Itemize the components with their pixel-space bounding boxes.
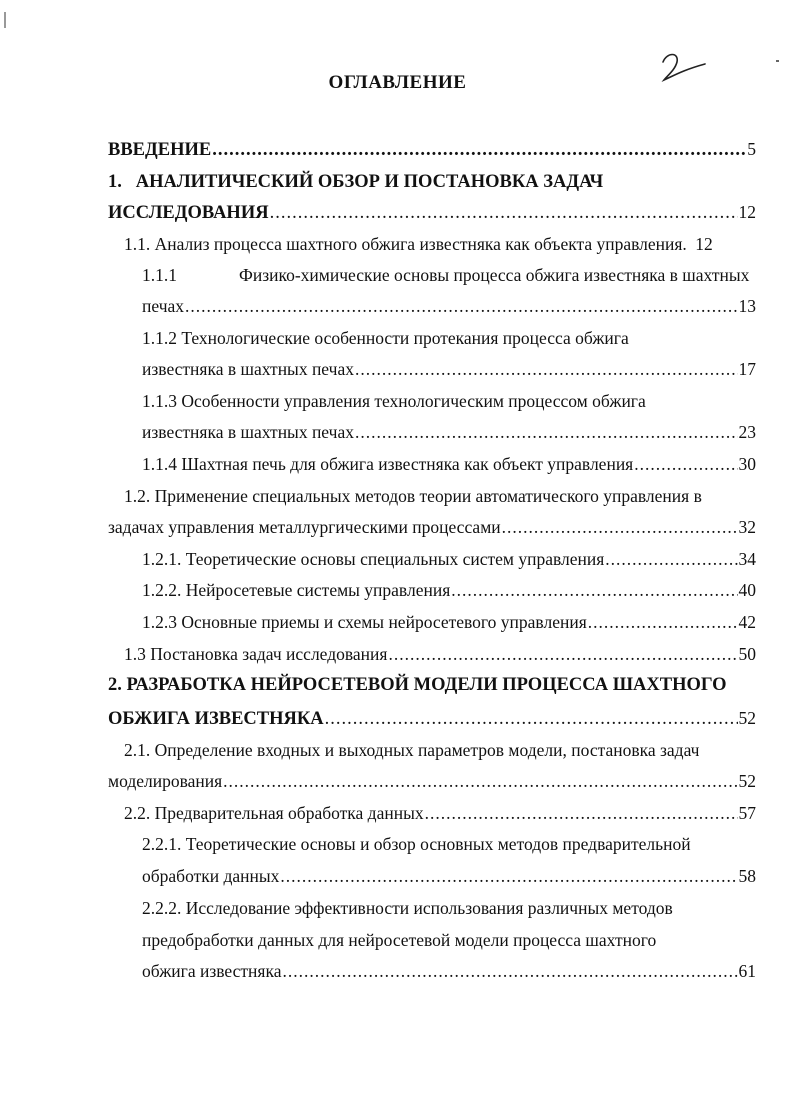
leader-dots <box>605 547 737 571</box>
page-number: 12 <box>738 202 756 222</box>
toc-entry-section-1-1-2-line1[interactable]: 1.1.2 Технологические особенности протекания процесса обжига <box>142 328 629 348</box>
leader-dots <box>270 201 738 225</box>
leader-dots <box>185 294 737 318</box>
page-number: 34 <box>738 549 756 569</box>
page-number: 52 <box>738 708 756 728</box>
toc-entry-section-2-2-2-line1[interactable]: 2.2.2. Исследование эффективности использования различных методов <box>142 898 673 918</box>
toc-entry-section-1-3[interactable]: 1.3 Постановка задач исследования ..... 50 <box>124 642 756 666</box>
leader-dots <box>282 959 737 983</box>
leader-dots <box>425 801 738 825</box>
leader-dots <box>588 610 738 634</box>
leader-dots <box>223 769 737 793</box>
toc-entry-section-1-2-3[interactable]: 1.2.3 Основные приемы и схемы нейросетевого управления ..... 42 <box>142 610 756 634</box>
page-number: 57 <box>738 803 756 823</box>
leader-dots <box>634 452 737 476</box>
leader-dots <box>502 515 738 539</box>
toc-entry-section-1-1-4[interactable]: 1.1.4 Шахтная печь для обжига известняка как объект управления ..... 30 <box>142 452 756 476</box>
toc-entry-section-2-2-1-line2[interactable]: обработки данных ..... 58 <box>142 864 756 888</box>
toc-entry-section-2-1-line2[interactable]: моделирования ..... 52 <box>108 769 756 793</box>
toc-entry-section-1-2-line1[interactable]: 1.2. Применение специальных методов теории автоматического управления в <box>124 486 702 506</box>
page-number: 13 <box>738 296 756 316</box>
page-title: ОГЛАВЛЕНИЕ <box>328 72 467 93</box>
toc-entry-section-2-2-2-line2[interactable]: предобработки данных для нейросетевой модели процесса шахтного <box>142 930 657 950</box>
toc-entry-section-1-1[interactable]: 1.1. Анализ процесса шахтного обжига известняка как объекта управления. 12 <box>124 234 713 254</box>
leader-dots <box>451 578 737 602</box>
leader-dots <box>280 864 737 888</box>
toc-entry-section-2-2-2-line3[interactable]: обжига известняка ..... 61 <box>142 959 756 983</box>
toc-entry-section-1-1-3-line2[interactable]: известняка в шахтных печах ..... 23 <box>142 420 756 444</box>
toc-entry-chapter-2-line2[interactable]: ОБЖИГА ИЗВЕСТНЯКА ..... 52 <box>108 706 756 730</box>
toc-entry-section-1-2-1[interactable]: 1.2.1. Теоретические основы специальных систем управления ..... 34 <box>142 547 756 571</box>
toc-entry-chapter-1-line2[interactable]: ИССЛЕДОВАНИЯ ..... 12 <box>108 200 756 224</box>
toc-entry-section-1-1-1-line1[interactable]: 1.1.1 Физико-химические основы процесса обжига известняка в шахтных <box>142 265 750 285</box>
leader-dots <box>212 138 746 162</box>
toc-entry-section-1-1-2-line2[interactable]: известняка в шахтных печах ..... 17 <box>142 357 756 381</box>
page-number: 30 <box>738 454 756 474</box>
leader-dots <box>388 642 737 666</box>
page-number: 42 <box>738 612 756 632</box>
page-number: 17 <box>738 359 756 379</box>
leader-dots <box>355 420 738 444</box>
page-number: 12 <box>695 234 713 254</box>
page-number: 58 <box>738 866 756 886</box>
page-number: 61 <box>738 961 756 981</box>
page-number: 23 <box>738 422 756 442</box>
page-number: 40 <box>738 580 756 600</box>
page-number: 32 <box>738 517 756 537</box>
toc-entry-section-2-2-1-line1[interactable]: 2.2.1. Теоретические основы и обзор основных методов предварительной <box>142 834 691 854</box>
leader-dots <box>355 357 738 381</box>
toc-entry-section-1-1-1-line2[interactable]: печах ..... 13 <box>142 294 756 318</box>
toc-entry-chapter-2-line1[interactable]: 2. РАЗРАБОТКА НЕЙРОСЕТЕВОЙ МОДЕЛИ ПРОЦЕССА ШАХТНОГО <box>108 675 727 695</box>
toc-entry-section-1-2-2[interactable]: 1.2.2. Нейросетевые системы управления ..... 40 <box>142 578 756 602</box>
page-number: 50 <box>738 644 756 664</box>
toc-entry-chapter-1-line1[interactable]: 1. АНАЛИТИЧЕСКИЙ ОБЗОР И ПОСТАНОВКА ЗАДАЧ <box>108 172 604 192</box>
toc-entry-section-1-1-3-line1[interactable]: 1.1.3 Особенности управления технологическим процессом обжига <box>142 391 646 411</box>
page-number: 52 <box>738 771 756 791</box>
toc-entry-section-1-2-line2[interactable]: задачах управления металлургическими процессами ..... 32 <box>108 515 756 539</box>
toc-entry-section-2-2[interactable]: 2.2. Предварительная обработка данных ..... 57 <box>124 801 756 825</box>
toc-entry-intro[interactable]: ВВЕДЕНИЕ ..... 5 <box>108 137 756 161</box>
leader-dots <box>325 707 738 731</box>
toc-entry-section-2-1-line1[interactable]: 2.1. Определение входных и выходных параметров модели, постановка задач <box>124 740 700 760</box>
page-number: 5 <box>747 139 756 159</box>
